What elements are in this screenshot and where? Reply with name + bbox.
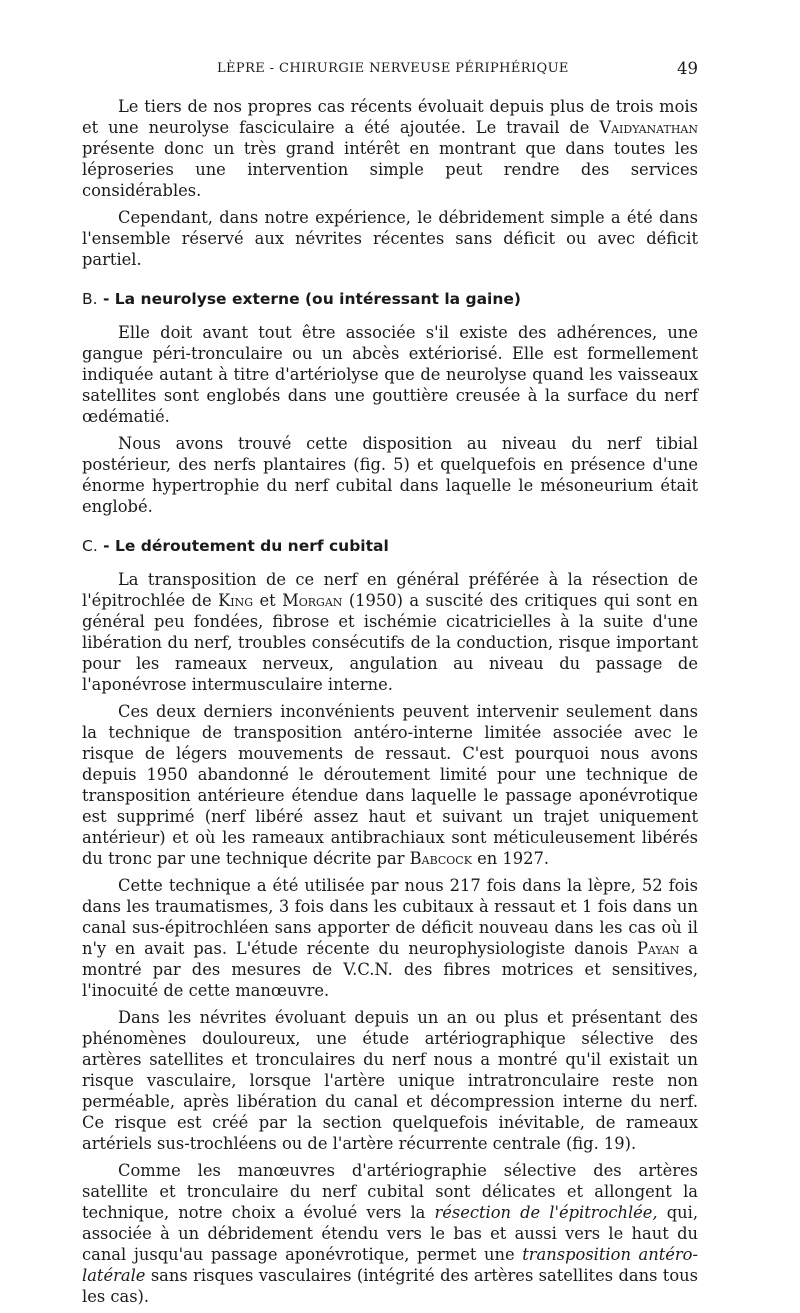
paragraph-5 bbox=[82, 569, 698, 695]
body-text bbox=[82, 96, 698, 1313]
paragraph-3: Elle doit avant tout être associée s'il existe des adhérences, une gangue péri-tronculaire ou un abcès extériorisé. Elle est formellement indiquée autant à titre d'artériolyse que de neurolyse quand les vaisseaux satellites sont englobés dans une gouttière creusée à la surface du nerf œdématié. bbox=[82, 323, 698, 426]
text-run: Comme les manœuvres d'artériographie sélective des artères satellite et tronculaire du nerf cubital sont délicates et allongent la technique, notre choix a évolué vers la bbox=[82, 1161, 698, 1222]
text-run: a montré par des mesures de V.C.N. des fibres motrices et sensitives, l'inocuité de cette manœuvre. bbox=[82, 939, 698, 1000]
text-run: et bbox=[253, 591, 283, 610]
section-title: - Le déroutement du nerf cubital bbox=[103, 537, 389, 555]
author-name: Payan bbox=[636, 939, 680, 958]
section-title: - La neurolyse externe (ou intéressant la gaine) bbox=[102, 290, 521, 308]
paragraph-2: Cependant, dans notre expérience, le débridement simple a été dans l'ensemble réservé aux névrites récentes sans déficit ou avec déficit partiel. bbox=[82, 208, 698, 269]
author-name: Vaidyanathan bbox=[599, 118, 698, 137]
text-run: Ces deux derniers inconvénients peuvent intervenir seulement dans la technique de transposition antéro-interne limitée associée avec le risque de légers mouvements de ressaut. C'est pourquoi nous avons depuis 1950 abandonné le déroutement limité pour une technique de transposition antérieure étendue dans laquelle le passage aponévrotique est supprimé (nerf libéré assez haut et suivant un trajet uniquement antérieur) et où les rameaux antibrachiaux sont méticuleusement libérés du tronc par une technique décrite par bbox=[82, 702, 698, 868]
paragraph-7 bbox=[82, 875, 698, 1001]
paragraph-1 bbox=[82, 96, 698, 201]
page-number: 49 bbox=[677, 59, 698, 78]
italic-term: transposition antéro-latérale bbox=[82, 1245, 698, 1285]
author-name: Babcock bbox=[409, 849, 472, 868]
text-run: La transposition de ce nerf en général préférée à la résection de l'épitrochlée de bbox=[82, 570, 698, 610]
paragraph-9 bbox=[82, 1160, 698, 1307]
text-run: présente donc un très grand intérêt en montrant que dans toutes les léproseries une intervention simple peut rendre des services considérables. bbox=[82, 139, 698, 200]
text-run: en 1927. bbox=[471, 849, 550, 868]
text-run: qui, associée à un débridement étendu vers le bas et aussi vers le haut du canal jusqu'au passage aponévrotique, permet une bbox=[82, 1203, 698, 1264]
running-title: LÈPRE - CHIRURGIE NERVEUSE PÉRIPHÉRIQUE bbox=[217, 61, 569, 76]
text-run: Le tiers de nos propres cas récents évoluait depuis plus de trois mois et une neurolyse fasciculaire a été ajoutée. Le travail de bbox=[82, 97, 698, 137]
paragraph-6 bbox=[82, 701, 698, 869]
text-run: (1950) a suscité des critiques qui sont en général peu fondées, fibrose et ischémie cicatricielles à la suite d'une libération du nerf, troubles consécutifs de la conduction, risque important pour les rameaux nerveux, angulation au niveau du passage de l'aponévrose intermusculaire interne. bbox=[82, 591, 698, 694]
section-letter: B. bbox=[82, 290, 98, 308]
text-run: sans risques vasculaires (intégrité des artères satellites dans tous les cas). bbox=[82, 1266, 698, 1306]
text-run: Cette technique a été utilisée par nous 217 fois dans la lèpre, 52 fois dans les traumatismes, 3 fois dans les cubitaux à ressaut et 1 fois dans un canal sus-épitrochléen sans apporter de déficit nouveau dans les cas où il n'y en avait pas. L'étude récente du neurophysiologiste danois bbox=[82, 876, 698, 958]
italic-term: résection de l'épitrochlée, bbox=[434, 1203, 658, 1222]
author-name: Morgan bbox=[282, 591, 343, 610]
paragraph-4: Nous avons trouvé cette disposition au niveau du nerf tibial postérieur, des nerfs plantaires (fig. 5) et quelquefois en présence d'une énorme hypertrophie du nerf cubital dans laquelle le mésoneurium était englobé. bbox=[82, 434, 698, 516]
paragraph-8: Dans les névrites évoluant depuis un an ou plus et présentant des phénomènes douloureux, une étude artériographique sélective des artères satellites et tronculaires du nerf nous a montré qu'il existait un risque vasculaire, lorsque l'artère unique intratronculaire reste non perméable, après libération du canal et décompression interne du nerf. Ce risque est créé par la section quelquefois inévitable, de rameaux artériels sus-trochléens ou de l'artère récurrente centrale (fig. 19). bbox=[82, 1008, 698, 1153]
section-letter: C. bbox=[82, 537, 98, 555]
running-header bbox=[82, 60, 698, 82]
section-heading-b bbox=[82, 289, 698, 310]
section-heading-c bbox=[82, 536, 698, 557]
author-name: King bbox=[218, 591, 254, 610]
